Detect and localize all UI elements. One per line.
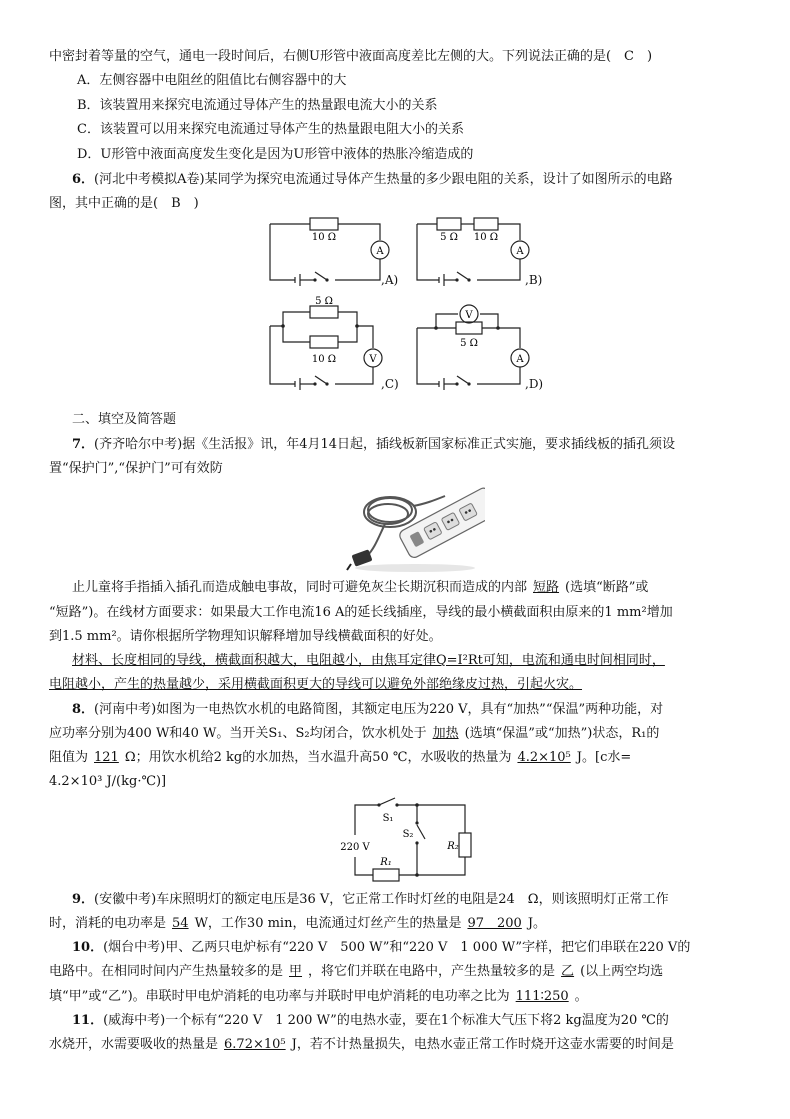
q10-stem-line1: 10．(烟台中考)甲、乙两只电炉标有“220 V 500 W”和“220 V 1 000 W”字样，把它们串联在220 V的: [72, 940, 691, 955]
circuit-c-label: ,C): [381, 377, 399, 391]
circuit-d-resistor-label: 5 Ω: [460, 338, 478, 349]
q10-answer-blank-1: 甲: [289, 964, 303, 979]
q5-option-a: A．左侧容器中电阻丝的阻值比右侧容器中的大: [77, 73, 347, 88]
q11-answer-blank-1: 6.72×10⁵: [224, 1037, 286, 1052]
section-heading: 二、填空及简答题: [72, 412, 177, 427]
circuit-a-meter-label: A: [376, 246, 384, 257]
q6-stem-line1: 6．(河北中考模拟A卷)某同学为探究电流通过导体产生热量的多少跟电阻的关系，设计了如图所示的电路: [72, 172, 673, 187]
q8-stem-line2: 应功率分别为400 W和40 W。当开关S₁、S₂均闭合，饮水机处于 加热 (选填“保温”或“加热”)状态，R₁的: [49, 726, 660, 741]
q10-answer-blank-2: 乙: [561, 964, 575, 979]
q8-stem-line4: 4.2×10³ J/(kg·℃)]: [49, 774, 167, 789]
q8-stem-line1: 8．(河南中考)如图为一电热饮水机的电路简图，其额定电压为220 V，具有“加热”“保温”两种功能，对: [72, 702, 664, 717]
circuit-c-resistor1-label: 5 Ω: [315, 296, 333, 307]
q8-answer-blank-1: 加热: [432, 726, 459, 741]
circuit-b-resistor1-label: 5 Ω: [440, 232, 458, 243]
q8-s2-label: S₂: [402, 829, 414, 840]
q7-answer-blank-1: 短路: [533, 580, 560, 595]
q9-stem-line2: 时，消耗的电功率是 54 W，工作30 min，电流通过灯丝产生的热量是 97 200 J。: [49, 916, 547, 931]
circuit-b-resistor2-label: 10 Ω: [473, 232, 499, 243]
q7-stem-line2: 置“保护门”,“保护门”可有效防: [49, 461, 223, 476]
circuit-c-resistor2-label: 10 Ω: [311, 354, 337, 365]
q7-stem-line4: “短路”)。在线材方面要求：如果最大工作电流16 A的延长线插座，导线的最小横截面积由原来的1 mm²增加: [49, 605, 673, 620]
q10-stem-line2: 电路中。在相同时间内产生热量较多的是 甲 ，将它们并联在电路中，产生热量较多的是 乙 (以上两空均选: [49, 964, 664, 979]
q11-stem-line1: 11．(威海中考)一个标有“220 V 1 200 W”的电热水壶，要在1个标准大气压下将2 kg温度为20 ℃的: [72, 1013, 669, 1028]
q9-stem-line1: 9．(安徽中考)车床照明灯的额定电压是36 V，它正常工作时灯丝的电阻是24 Ω，则该照明灯正常工作: [72, 892, 669, 907]
q9-answer-blank-1: 54: [172, 916, 189, 931]
q8-answer-blank-3: 4.2×10⁵: [517, 750, 571, 765]
q8-answer-blank-2: 121: [94, 750, 119, 765]
q7-stem-line5: 到1.5 mm²。请你根据所学物理知识解释增加导线横截面积的好处。: [49, 629, 442, 644]
q5-option-b: B．该装置用来探究电流通过导体产生的热量跟电流大小的关系: [77, 98, 438, 113]
q8-s1-label: S₁: [382, 813, 394, 824]
q8-r2-label: R₂: [447, 841, 459, 852]
circuit-d-voltmeter-label: V: [465, 310, 473, 321]
circuit-b-meter-label: A: [516, 246, 524, 257]
q9-answer-blank-2: 97 200: [467, 916, 522, 931]
q6-stem-line2: 图，其中正确的是( B ): [49, 196, 199, 211]
circuit-c-meter-label: V: [369, 354, 377, 365]
q5-option-c: C．该装置可以用来探究电流通过导体产生的热量跟电阻大小的关系: [77, 122, 464, 137]
q8-r1-label: R₁: [380, 857, 392, 868]
q7-stem-line3: 止儿童将手指插入插孔而造成触电事故，同时可避免灰尘长期沉积而造成的内部 短路 (选填“断路”或: [72, 580, 649, 595]
q5-option-d: D．U形管中液面高度发生变化是因为U形管中液体的热胀冷缩造成的: [77, 147, 474, 162]
q11-stem-line2: 水烧开，水需要吸收的热量是 6.72×10⁵ J，若不计热量损失，电热水壶正常工作时烧开这壶水需要的时间是: [49, 1037, 674, 1052]
q10-stem-line3: 填“甲”或“乙”)。串联时甲电炉消耗的电功率与并联时甲电炉消耗的电功率之比为 111∶250 。: [49, 989, 588, 1004]
power-strip-photo: [345, 476, 485, 574]
q10-answer-blank-3: 111∶250: [515, 989, 569, 1004]
circuit-a-resistor-label: 10 Ω: [311, 232, 337, 243]
q7-answer-line1: 材料、长度相同的导线，横截面积越大，电阻越小，由焦耳定律Q=I²Rt可知，电流和通电时间相同时，: [72, 653, 665, 668]
q8-stem-line3: 阻值为 121 Ω；用饮水机给2 kg的水加热，当水温升高50 ℃，水吸收的热量为 4.2×10⁵ J。[c水=: [49, 750, 632, 765]
q7-answer-line2: 电阻越小，产生的热量越少，采用横截面积更大的导线可以避免外部绝缘皮过热，引起火灾。: [49, 677, 583, 692]
circuit-d-ammeter-label: A: [516, 354, 524, 365]
circuit-d-label: ,D): [525, 377, 544, 391]
q8-voltage-label: 220 V: [340, 842, 370, 853]
q8-circuit-diagram: [335, 795, 485, 887]
circuit-a-label: ,A): [381, 273, 399, 287]
circuit-b-label: ,B): [525, 273, 543, 287]
q7-stem-line1: 7．(齐齐哈尔中考)据《生活报》讯，年4月14日起，插线板新国家标准正式实施，要求插线板的插孔须设: [72, 437, 676, 452]
q5-stem: 中密封着等量的空气，通电一段时间后，右侧U形管中液面高度差比左侧的大。下列说法正确的是( C ): [49, 49, 653, 64]
